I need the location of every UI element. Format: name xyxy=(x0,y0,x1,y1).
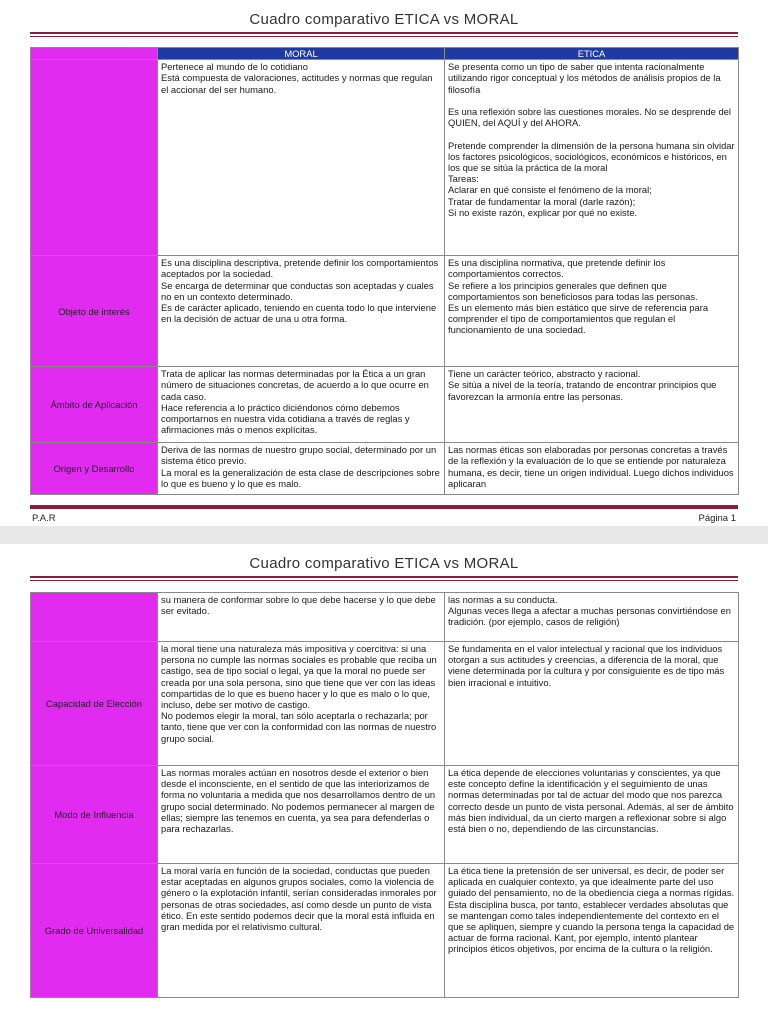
header-rule xyxy=(30,32,738,34)
etica-text: La ética depende de elecciones voluntarias y conscientes, ya que este concepto define la identificación y el seguimiento de unas normas determinadas por tal de actuar del modo que nos parezca correcto desde un punto de vista personal. Además, al ser de ámbito más bien individual, da un cierto margen a reflexionar sobre si algo está bien o no, dependiendo de las circunstancias. xyxy=(448,767,734,835)
etica-text: las normas a su conducta. Algunas veces llega a afectar a muchas personas convirtiéndose en tradición. (por ejemplo, casos de religión) xyxy=(448,594,731,628)
footer-author: P.A.R xyxy=(32,513,56,524)
moral-text: Pertenece al mundo de lo cotidiano Está compuesta de valoraciones, actitudes y normas que regulan el accionar del ser humano. xyxy=(161,61,433,95)
header-rule-thin xyxy=(30,36,738,37)
comparison-table-continued xyxy=(30,592,739,998)
table-row xyxy=(31,443,739,495)
table-row xyxy=(31,367,739,443)
table-row xyxy=(31,593,739,642)
row-label: Objeto de interés xyxy=(31,256,158,367)
page-title: Cuadro comparativo ETICA vs MORAL xyxy=(249,555,519,572)
row-label: Origen y Desarrollo xyxy=(31,443,158,495)
table-row xyxy=(31,256,739,367)
page-gap xyxy=(0,526,768,544)
moral-text: Es una disciplina descriptiva, pretende definir los comportamientos aceptados por la sociedad. Se encarga de determinar que conductas son aceptadas y cuales no en un contexto determinado. Es de carácter aplicado, teniendo en cuenta todo lo que interviene en la decisión de actuar de una u otra forma. xyxy=(161,257,439,325)
etica-text: Se presenta como un tipo de saber que intenta racionalmente utilizando rigor conceptual y los métodos de análisis propios de la filosofía Es una reflexión sobre las cuestiones morales. No se desprende del QUIEN, del AQUÍ y del AHORA. Pretende comprender la dimensión de la persona humana sin olvidar los factores psicológicos, sociológicos, económicos e históricos, en los que se sitúa la práctica de la moral Tareas: Aclarar en qué consiste el fenómeno de la moral; Tratar de fundamentar la moral (darle razón); Si no existe razón, explicar por qué no existe. xyxy=(448,61,735,218)
etica-cell xyxy=(445,60,739,256)
etica-cell xyxy=(445,766,739,864)
header-rule-thin xyxy=(30,580,738,581)
table-row xyxy=(31,642,739,766)
column-header-etica: ETICA xyxy=(445,48,739,60)
moral-cell xyxy=(158,766,445,864)
moral-text: su manera de conformar sobre lo que debe hacerse y lo que debe ser evitado. xyxy=(161,594,436,617)
etica-cell xyxy=(445,593,739,642)
moral-text: Deriva de las normas de nuestro grupo social, determinado por un sistema ético previo. La moral es la generalización de esta clase de descripciones sobre lo que es bueno y lo que es malo. xyxy=(161,444,440,489)
moral-cell xyxy=(158,864,445,998)
header-blank-cell xyxy=(31,48,158,60)
etica-cell xyxy=(445,642,739,766)
moral-cell xyxy=(158,367,445,443)
etica-text: Las normas éticas son elaboradas por personas concretas a través de la reflexión y la evaluación de lo que se entiende por naturaleza humana, es decir, tiene un origen individual. Luego dichos individuos aplicaran xyxy=(448,444,734,489)
row-label: Grado de Universalidad xyxy=(31,864,158,998)
moral-text: Las normas morales actúan en nosotros desde el exterior o bien desde el inconsciente, en el sentido de que las interiorizamos de forma no voluntaria a medida que nos desarrollamos dentro de un grupo social determinado. No podemos permanecer al margen de ellas; siempre las tenemos en cuenta, ya sea para defenderlas o para rechazarlas. xyxy=(161,767,436,835)
etica-text: La ética tiene la pretensión de ser universal, es decir, de poder ser aplicada en cualquier contexto, ya que idealmente parte del uso guiado del pensamiento, no de la obediencia ciega a normas rígidas. Esta disciplina busca, por tanto, establecer verdades absolutas que se mantengan como tales independientemente del contexto en el que se apliquen, siempre y cuando la persona tenga la capacidad de actuar de forma racional. Kant, por ejemplo, intentó plantear principios éticos objetivos, por encima de la cultura o la religión. xyxy=(448,865,735,955)
row-label xyxy=(31,593,158,642)
etica-text: Se fundamenta en el valor intelectual y racional que los individuos otorgan a sus actitudes y creencias, a diferencia de la moral, que viene determinada por la cultura y por consiguiente es de tipo más bien irracional e intuitivo. xyxy=(448,643,725,688)
etica-cell xyxy=(445,443,739,495)
table-header-row xyxy=(31,48,739,60)
page-title: Cuadro comparativo ETICA vs MORAL xyxy=(249,11,519,28)
page-2 xyxy=(0,544,768,1024)
etica-cell xyxy=(445,864,739,998)
moral-text: la moral tiene una naturaleza más impositiva y coercitiva: si una persona no cumple las normas sociales es probable que reciba un castigo, sea de tipo social o legal, ya que la moral no puede ser creada por una sola persona, sino que tiene que ver con las ideas compartidas de lo que es bueno hacer y lo que es malo o lo que, incluso, debe ser motivo de castigo. No podemos elegir la moral, tan sólo aceptarla o rechazarla; por tanto, tiene que ver con la conformidad con las normas de nuestro grupo social. xyxy=(161,643,437,744)
etica-text: Tiene un carácter teórico, abstracto y racional. Se sitúa a nivel de la teoría, tratando de encontrar principios que favorezcan la armonía entre las personas. xyxy=(448,368,717,402)
row-label: Capacidad de Elección xyxy=(31,642,158,766)
row-label xyxy=(31,60,158,256)
moral-cell xyxy=(158,443,445,495)
moral-cell xyxy=(158,593,445,642)
column-header-moral: MORAL xyxy=(158,48,445,60)
footer-rule xyxy=(30,505,738,509)
row-label: Modo de Influencia xyxy=(31,766,158,864)
etica-cell xyxy=(445,367,739,443)
table-row xyxy=(31,766,739,864)
moral-cell xyxy=(158,60,445,256)
table-row xyxy=(31,60,739,256)
footer-page-number: Página 1 xyxy=(698,513,736,524)
comparison-table xyxy=(30,47,739,495)
row-label: Ámbito de Aplicación xyxy=(31,367,158,443)
header-rule xyxy=(30,576,738,578)
moral-text: La moral varía en función de la sociedad, conductas que pueden estar aceptadas en algunos grupos sociales, como la violencia de género o la explotación infantil, serían consideradas inmorales por personas de otras sociedades, así como desde un punto de vista ético. En este sentido podemos decir que la moral está influida en gran medida por el relativismo cultural. xyxy=(161,865,437,933)
table-row xyxy=(31,864,739,998)
etica-cell xyxy=(445,256,739,367)
moral-cell xyxy=(158,256,445,367)
moral-cell xyxy=(158,642,445,766)
moral-text: Trata de aplicar las normas determinadas por la Ética a un gran número de situaciones concretas, de acuerdo a lo que ocurre en cada caso. Hace referencia a lo práctico diciéndonos cómo debemos comportarnos en nuestra vida cotidiana a través de reglas y afirmaciones más o menos explícitas. xyxy=(161,368,429,436)
etica-text: Es una disciplina normativa, que pretende definir los comportamientos correctos. Se refiere a los principios generales que definen que comportamientos son beneficiosos para todas las personas. Es un elemento más bien estático que sirve de referencia para comprender el tipo de comportamientos que regulan el funcionamiento de una sociedad. xyxy=(448,257,709,336)
